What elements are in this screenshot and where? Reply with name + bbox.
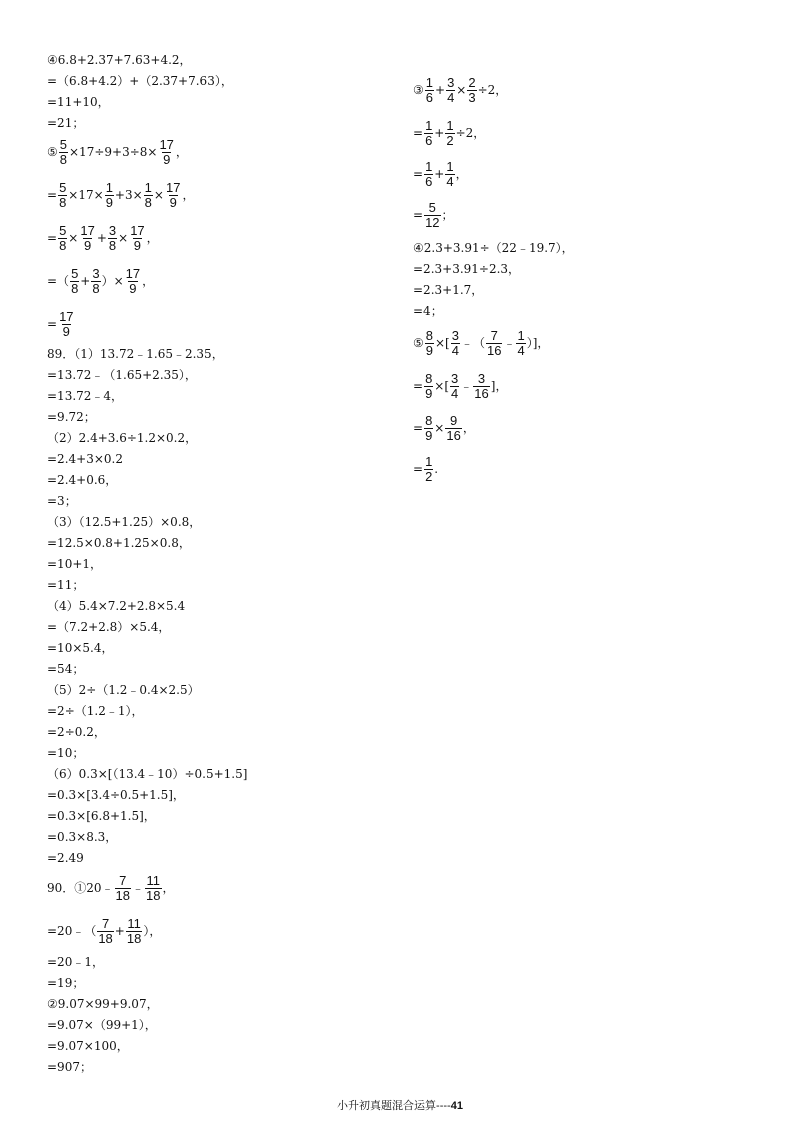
fraction (450, 372, 459, 401)
fraction (126, 917, 142, 946)
operator-text: × (434, 421, 445, 435)
math-line (413, 160, 468, 189)
math-line (47, 917, 161, 946)
numerator: 1 (425, 454, 433, 469)
numerator: 3 (477, 371, 486, 386)
denominator: 9 (105, 195, 113, 210)
fraction (144, 181, 153, 210)
denominator: 9 (133, 238, 142, 253)
operator-text: ÷2， (477, 83, 508, 97)
text-line: =20﹣1， (47, 955, 104, 969)
fraction (97, 917, 113, 946)
numerator: 17 (159, 137, 174, 152)
fraction (424, 414, 433, 443)
operator-text: ）， (143, 924, 162, 938)
operator-text: + (435, 83, 446, 97)
fraction (486, 329, 502, 358)
operator-text: ÷2， (455, 126, 486, 140)
text-line: =0.3×8.3， (47, 830, 118, 844)
fraction (125, 267, 141, 296)
label-text: ⑤ (413, 336, 424, 350)
numerator: 17 (125, 266, 141, 281)
math-line (47, 138, 188, 167)
fraction (424, 201, 440, 230)
fraction (58, 224, 67, 253)
fraction (446, 76, 455, 105)
numerator: 3 (451, 328, 459, 343)
text-line: =11； (47, 578, 85, 592)
text-line: =13.72﹣4， (47, 389, 124, 403)
text-line: =19； (47, 976, 85, 990)
operator-text: = (413, 421, 424, 435)
text-line: =（6.8+4.2）+（2.37+7.63）， (47, 74, 233, 88)
denominator: 6 (425, 174, 433, 189)
operator-text: ×17× (68, 188, 104, 202)
operator-text: + (114, 924, 125, 938)
math-line (413, 119, 485, 148)
operator-text: ×[ (434, 379, 450, 393)
denominator: 16 (487, 343, 502, 358)
page-footer (0, 1097, 800, 1113)
operator-text: + (434, 126, 445, 140)
math-line (413, 329, 549, 358)
operator-text: × (456, 83, 467, 97)
label-text: 90．①20﹣ (47, 881, 114, 895)
denominator: 2 (446, 133, 454, 148)
denominator: 8 (59, 152, 67, 167)
denominator: 18 (98, 931, 113, 946)
numerator: 1 (144, 180, 152, 195)
denominator: 8 (144, 195, 152, 210)
operator-text: ﹣ (460, 379, 473, 393)
denominator: 8 (108, 238, 117, 253)
text-line: （6）0.3×[（13.4﹣10）÷0.5+1.5] (47, 767, 248, 781)
operator-text: × (153, 188, 164, 202)
numerator: 1 (425, 118, 433, 133)
text-line: =54； (47, 662, 85, 676)
operator-text: ]， (490, 379, 508, 393)
fraction (473, 372, 489, 401)
denominator: 4 (517, 343, 525, 358)
text-line: （5）2÷（1.2﹣0.4×2.5） (47, 683, 200, 697)
fraction (59, 138, 68, 167)
operator-text: = (47, 317, 58, 331)
operator-text: ﹣（ (460, 336, 485, 350)
operator-text: ， (182, 188, 195, 202)
denominator: 9 (129, 281, 137, 296)
operator-text: + (96, 231, 107, 245)
fraction (70, 267, 79, 296)
operator-text: =20﹣（ (47, 924, 97, 938)
denominator: 4 (451, 386, 459, 401)
numerator: 11 (146, 873, 161, 888)
denominator: 8 (59, 195, 67, 210)
operator-text: = (47, 188, 58, 202)
math-line (47, 310, 76, 339)
label-text: ⑤ (47, 145, 58, 159)
numerator: 1 (105, 180, 113, 195)
text-line: =2÷（1.2﹣1）， (47, 704, 144, 718)
fraction (424, 160, 433, 189)
numerator: 3 (92, 266, 100, 281)
numerator: 1 (517, 328, 525, 343)
text-line: =9.07×100， (47, 1039, 129, 1053)
text-line: （4）5.4×7.2+2.8×5.4 (47, 599, 186, 613)
operator-text: . (434, 462, 439, 476)
page-number: 41 (450, 1100, 463, 1112)
denominator: 18 (115, 888, 131, 903)
operator-text: +3× (114, 188, 143, 202)
denominator: 2 (425, 469, 433, 484)
denominator: 9 (83, 238, 92, 253)
denominator: 8 (92, 281, 100, 296)
text-line: =2.49 (47, 851, 84, 865)
denominator: 18 (146, 888, 161, 903)
text-line: =2.4+3×0.2 (47, 452, 123, 466)
numerator: 7 (101, 916, 110, 931)
math-line (47, 224, 159, 253)
operator-text: × (68, 231, 79, 245)
numerator: 17 (165, 180, 181, 195)
fraction (445, 119, 454, 148)
operator-text: = (413, 462, 424, 476)
text-line: =2.3+1.7， (413, 283, 484, 297)
text-line: =10； (47, 746, 85, 760)
denominator: 18 (126, 931, 142, 946)
text-line: =（7.2+2.8）×5.4， (47, 620, 171, 634)
operator-text: ）× (101, 274, 124, 288)
numerator: 5 (59, 137, 67, 152)
text-line: 89．（1）13.72﹣1.65﹣2.35， (47, 347, 224, 361)
operator-text: ， (162, 881, 175, 895)
operator-text: = (413, 167, 424, 181)
fraction (145, 874, 161, 903)
text-line: =2.3+3.91÷2.3， (413, 262, 521, 276)
numerator: 5 (71, 266, 79, 281)
numerator: 8 (425, 413, 433, 428)
numerator: 17 (130, 223, 145, 238)
numerator: 1 (425, 159, 433, 174)
math-line (47, 267, 154, 296)
fraction (451, 329, 460, 358)
fraction (91, 267, 100, 296)
text-line: =907； (47, 1060, 92, 1074)
operator-text: = (413, 379, 424, 393)
text-line: =0.3×[6.8+1.5]， (47, 809, 156, 823)
denominator: 16 (474, 386, 489, 401)
numerator: 1 (446, 118, 454, 133)
operator-text: ， (146, 231, 159, 245)
operator-text: = (413, 126, 424, 140)
fraction (425, 329, 434, 358)
denominator: 9 (425, 428, 433, 443)
fraction (129, 224, 145, 253)
text-line: =9.07×（99+1）， (47, 1018, 157, 1032)
operator-text: ， (175, 145, 188, 159)
numerator: 5 (59, 223, 67, 238)
text-line: =3； (47, 494, 77, 508)
operator-text: ﹣ (503, 336, 516, 350)
denominator: 12 (425, 215, 440, 230)
numerator: 3 (451, 371, 459, 386)
fraction (424, 455, 433, 484)
fraction (467, 76, 476, 105)
numerator: 9 (449, 413, 458, 428)
numerator: 5 (59, 180, 67, 195)
fraction (445, 414, 461, 443)
operator-text: + (434, 167, 445, 181)
text-line: =13.72﹣（1.65+2.35）， (47, 368, 197, 382)
operator-text: ， (462, 421, 475, 435)
text-line: （2）2.4+3.6÷1.2×0.2， (47, 431, 198, 445)
denominator: 6 (425, 90, 433, 105)
operator-text: =（ (47, 274, 70, 288)
denominator: 4 (446, 174, 454, 189)
fraction (108, 224, 117, 253)
text-line: =11+10， (47, 95, 110, 109)
math-line (413, 455, 438, 484)
denominator: 6 (425, 133, 433, 148)
denominator: 16 (446, 428, 461, 443)
denominator: 3 (468, 90, 476, 105)
operator-text: ×17÷9+3÷8× (69, 145, 158, 159)
denominator: 9 (169, 195, 177, 210)
fraction (424, 372, 433, 401)
numerator: 8 (425, 371, 433, 386)
operator-text: ， (455, 167, 468, 181)
text-line: =10+1， (47, 557, 103, 571)
numerator: 1 (425, 75, 433, 90)
fraction (424, 119, 433, 148)
denominator: 9 (62, 324, 70, 339)
fraction (105, 181, 114, 210)
numerator: 7 (119, 873, 127, 888)
operator-text: ×[ (435, 336, 450, 350)
numerator: 8 (425, 328, 433, 343)
math-line (47, 181, 194, 210)
numerator: 3 (447, 75, 455, 90)
math-line (47, 874, 175, 903)
numerator: 1 (446, 159, 454, 174)
fraction (58, 181, 67, 210)
operator-text: = (47, 231, 58, 245)
numerator: 11 (127, 916, 141, 931)
denominator: 9 (163, 152, 171, 167)
denominator: 4 (451, 343, 459, 358)
operator-text: ， (142, 274, 155, 288)
numerator: 2 (468, 75, 476, 90)
text-line: =10×5.4， (47, 641, 114, 655)
text-line: =12.5×0.8+1.25×0.8， (47, 536, 191, 550)
denominator: 4 (447, 90, 455, 105)
text-line: ④6.8+2.37+7.63+4.2， (47, 53, 192, 67)
math-line (413, 76, 507, 105)
label-text: ③ (413, 83, 424, 97)
fraction (158, 138, 174, 167)
operator-text: × (118, 231, 129, 245)
text-line: =0.3×[3.4÷0.5+1.5]， (47, 788, 185, 802)
fraction (516, 329, 525, 358)
math-line (413, 201, 454, 230)
operator-text: + (80, 274, 91, 288)
numerator: 5 (428, 200, 436, 215)
math-line (413, 414, 475, 443)
numerator: 17 (80, 223, 95, 238)
numerator: 17 (59, 309, 74, 324)
operator-text: ； (441, 208, 454, 222)
text-line: ④2.3+3.91÷（22﹣19.7）， (413, 241, 574, 255)
text-line: =21； (47, 116, 85, 130)
numerator: 3 (108, 223, 117, 238)
numerator: 7 (490, 328, 498, 343)
fraction (165, 181, 181, 210)
denominator: 8 (71, 281, 79, 296)
denominator: 9 (425, 343, 433, 358)
fraction (425, 76, 434, 105)
fraction (79, 224, 95, 253)
text-line: （3）（12.5+1.25）×0.8， (47, 515, 202, 529)
fraction (58, 310, 74, 339)
text-line: =4； (413, 304, 443, 318)
operator-text: = (413, 208, 424, 222)
math-line (413, 372, 507, 401)
operator-text: ）]， (526, 336, 550, 350)
text-line: =9.72； (47, 410, 96, 424)
text-line: ②9.07×99+9.07， (47, 997, 159, 1011)
denominator: 9 (425, 386, 433, 401)
text-line: =2÷0.2， (47, 725, 106, 739)
denominator: 8 (59, 238, 67, 253)
fraction (445, 160, 454, 189)
text-line: =2.4+0.6， (47, 473, 118, 487)
operator-text: ﹣ (132, 881, 145, 895)
footer-title: 小升初真题混合运算---- (337, 1100, 451, 1112)
fraction (115, 874, 131, 903)
